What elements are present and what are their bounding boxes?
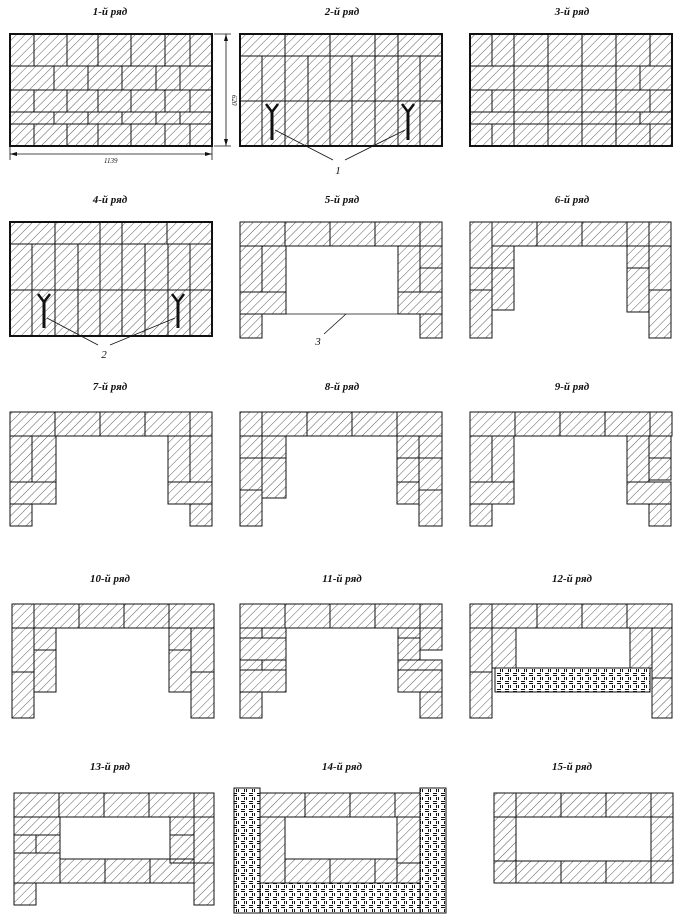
brick: [59, 793, 104, 817]
brick: [168, 244, 190, 290]
brick: [55, 222, 100, 244]
brick: [398, 56, 420, 101]
brick: [470, 124, 492, 146]
brick: [169, 604, 214, 628]
brick: [240, 292, 286, 314]
brick: [240, 314, 262, 338]
brick: [627, 482, 671, 504]
brick: [165, 90, 190, 112]
brick: [649, 290, 671, 338]
brick: [169, 628, 191, 650]
brick: [640, 112, 672, 124]
brick: [375, 56, 398, 101]
row-plan-14: [234, 788, 446, 913]
brick: [492, 628, 516, 668]
brick: [397, 817, 420, 863]
row-title-10: 10-й ряд: [89, 573, 131, 585]
row-title-13: 13-й ряд: [89, 761, 131, 773]
brick: [492, 124, 514, 146]
brick: [398, 670, 442, 692]
brick: [262, 412, 307, 436]
brick: [194, 793, 214, 817]
brick: [240, 638, 286, 660]
brick: [240, 34, 285, 56]
brick: [494, 817, 516, 861]
brick: [516, 861, 561, 883]
brick: [514, 90, 548, 112]
brick: [55, 412, 100, 436]
row-title-6: 6-й ряд: [554, 194, 590, 206]
brick: [240, 604, 285, 628]
brick: [548, 90, 582, 112]
brick: [10, 34, 34, 66]
brick: [420, 628, 442, 650]
brick: [262, 246, 286, 292]
brick: [470, 628, 492, 672]
dimension-height: [214, 34, 238, 146]
brick: [330, 604, 375, 628]
brick: [67, 124, 98, 146]
brick: [492, 34, 514, 66]
brick: [190, 90, 212, 112]
brick: [606, 793, 651, 817]
brick: [122, 66, 156, 90]
brick: [470, 504, 492, 526]
brick: [330, 56, 352, 101]
brick: [516, 793, 561, 817]
brick: [419, 436, 442, 458]
brick: [10, 482, 56, 504]
brick: [470, 222, 492, 268]
brick: [10, 504, 32, 526]
brick: [420, 604, 442, 628]
brick: [240, 670, 286, 692]
brick: [131, 124, 165, 146]
brick: [582, 112, 616, 124]
brick: [131, 90, 165, 112]
brick: [627, 268, 649, 312]
brick: [495, 668, 650, 692]
brick: [470, 66, 514, 90]
brick: [561, 861, 606, 883]
brick: [285, 34, 330, 56]
brick: [649, 222, 671, 246]
brick: [308, 56, 330, 101]
brick: [190, 436, 212, 482]
row-plan-6: [470, 222, 671, 338]
brick: [561, 793, 606, 817]
brick: [420, 314, 442, 338]
callout-3: [286, 314, 398, 348]
brick: [514, 66, 548, 90]
brick: [397, 863, 420, 883]
brick: [170, 817, 194, 835]
brick: [492, 222, 537, 246]
row-plan-4: [10, 222, 212, 336]
brick: [285, 222, 330, 246]
brick: [191, 672, 214, 718]
brick: [616, 90, 650, 112]
brick: [649, 504, 671, 526]
dimension-height-label: 620: [230, 95, 238, 106]
brick: [398, 246, 420, 292]
callout-2-label: 2: [101, 349, 107, 361]
brick: [240, 246, 262, 292]
brick: [649, 436, 671, 458]
brick: [145, 412, 190, 436]
brick: [168, 436, 190, 482]
brick: [537, 222, 582, 246]
brick: [55, 290, 78, 336]
brick: [650, 124, 672, 146]
brick: [470, 268, 492, 290]
brick: [582, 124, 616, 146]
brick: [582, 90, 616, 112]
brick: [352, 412, 397, 436]
brick: [262, 436, 286, 458]
brick: [124, 604, 169, 628]
brick: [650, 412, 672, 436]
brick: [262, 56, 285, 101]
row-title-14: 14-й ряд: [321, 761, 363, 773]
dimension-width-label: 1139: [104, 157, 118, 165]
brick: [54, 112, 88, 124]
brick: [514, 124, 548, 146]
brick: [514, 112, 548, 124]
brick: [180, 66, 212, 90]
row-title-9: 9-й ряд: [554, 381, 590, 393]
brick: [260, 793, 305, 817]
brick: [651, 817, 673, 861]
row-plan-10: [12, 604, 214, 718]
brick: [78, 290, 100, 336]
brick: [651, 793, 673, 817]
row-plan-5: [240, 222, 442, 338]
brick: [34, 628, 56, 650]
brick: [616, 34, 650, 66]
brick: [605, 412, 650, 436]
brick: [651, 861, 673, 883]
brick: [67, 90, 98, 112]
callout-1-label: 1: [335, 165, 341, 177]
brick: [652, 628, 672, 678]
brick: [12, 672, 34, 718]
brick: [55, 244, 78, 290]
brick: [515, 412, 560, 436]
brick: [285, 56, 308, 101]
brick: [262, 660, 286, 670]
brick: [122, 244, 145, 290]
brick: [606, 861, 651, 883]
brick: [190, 504, 212, 526]
brick: [34, 90, 67, 112]
brick: [649, 458, 671, 480]
brick: [419, 490, 442, 526]
brick: [375, 34, 398, 56]
brick: [470, 482, 514, 504]
brick: [10, 112, 54, 124]
brick: [582, 222, 627, 246]
brick: [150, 859, 194, 883]
brick: [240, 436, 262, 458]
row-title-11: 11-й ряд: [322, 573, 362, 585]
row-title-8: 8-й ряд: [324, 381, 360, 393]
brick: [375, 222, 420, 246]
brick: [165, 34, 190, 66]
brick: [54, 66, 88, 90]
brick: [630, 628, 652, 668]
brick: [14, 817, 60, 835]
brick: [627, 222, 649, 246]
brick: [240, 412, 262, 436]
brick: [582, 604, 627, 628]
brick: [470, 604, 492, 628]
row-title-15: 15-й ряд: [551, 761, 593, 773]
brick: [14, 835, 36, 853]
brick: [10, 290, 32, 336]
brick: [308, 101, 330, 146]
brick: [285, 101, 308, 146]
brick: [10, 222, 55, 244]
row-plan-13: [14, 793, 214, 905]
brick: [10, 124, 34, 146]
brick: [307, 412, 352, 436]
brick: [548, 112, 582, 124]
row-plan-15: [494, 793, 673, 883]
brick: [514, 34, 548, 66]
row-plan-9: [470, 412, 672, 526]
brick: [260, 817, 285, 883]
brick: [240, 660, 262, 670]
brick: [397, 482, 419, 504]
brick: [100, 222, 122, 244]
row-title-12: 12-й ряд: [551, 573, 593, 585]
brick: [168, 482, 212, 504]
brick: [194, 817, 214, 863]
row-title-1: 1-й ряд: [92, 6, 128, 18]
brick: [156, 66, 180, 90]
row-title-2: 2-й ряд: [324, 6, 360, 18]
brick: [470, 90, 492, 112]
brick: [122, 112, 156, 124]
brick: [330, 34, 375, 56]
brick: [398, 628, 420, 638]
brick: [10, 436, 32, 482]
brick: [375, 604, 420, 628]
brick: [88, 66, 122, 90]
brick: [149, 793, 194, 817]
brick: [492, 604, 537, 628]
brick: [420, 692, 442, 718]
brick: [397, 436, 419, 458]
brick: [100, 244, 122, 290]
brick: [616, 112, 640, 124]
brick: [240, 222, 285, 246]
brick: [470, 34, 492, 66]
brick: [32, 436, 56, 482]
brick: [14, 853, 60, 883]
brick: [330, 859, 375, 883]
brick: [12, 628, 34, 672]
brick: [12, 604, 34, 628]
brick: [260, 883, 420, 913]
brick: [36, 835, 60, 853]
brick: [190, 244, 212, 290]
brick: [397, 458, 419, 482]
brick: [627, 436, 649, 482]
brick: [492, 90, 514, 112]
brick: [470, 290, 492, 338]
brick: [60, 859, 105, 883]
row-title-7: 7-й ряд: [92, 381, 128, 393]
row-plan-7: [10, 412, 212, 526]
row-plan-2: [240, 34, 442, 146]
brick: [537, 604, 582, 628]
brick: [10, 90, 34, 112]
brick: [165, 124, 190, 146]
brick: [492, 268, 514, 310]
brick: [350, 793, 395, 817]
brick: [240, 101, 262, 146]
brick: [240, 458, 262, 490]
brick: [330, 222, 375, 246]
brick: [167, 222, 212, 244]
brick: [582, 66, 616, 90]
brick: [395, 793, 420, 817]
brick: [105, 859, 150, 883]
brick: [34, 604, 79, 628]
brick: [194, 863, 214, 905]
brick: [88, 112, 122, 124]
brick: [67, 34, 98, 66]
brick: [34, 124, 67, 146]
brick: [616, 66, 640, 90]
brick: [34, 34, 67, 66]
brick: [470, 112, 514, 124]
brick: [240, 56, 262, 101]
brick: [398, 34, 442, 56]
brick: [100, 290, 122, 336]
brick: [169, 650, 191, 692]
callout-3-label: 3: [315, 336, 321, 348]
brick: [627, 246, 649, 268]
brick: [122, 290, 145, 336]
brick: [190, 34, 212, 66]
row-plan-3: [470, 34, 672, 146]
brick: [191, 628, 214, 672]
brick: [180, 112, 212, 124]
brick: [420, 101, 442, 146]
brick: [10, 244, 32, 290]
brick: [420, 788, 446, 913]
brick: [352, 56, 375, 101]
brick: [627, 604, 672, 628]
row-title-4: 4-й ряд: [92, 194, 128, 206]
brick: [494, 793, 516, 817]
brick: [548, 124, 582, 146]
row-plan-1: [10, 34, 212, 146]
brick: [420, 246, 442, 268]
row-plan-11: [240, 604, 442, 718]
brick: [79, 604, 124, 628]
brick: [649, 246, 671, 290]
brick: [420, 56, 442, 101]
brick: [492, 436, 514, 482]
brick: [240, 628, 262, 638]
brick: [616, 124, 650, 146]
dimension-width: [10, 147, 212, 165]
brick: [398, 292, 442, 314]
row-title-3: 3-й ряд: [554, 6, 590, 18]
brick: [98, 34, 131, 66]
brick: [34, 650, 56, 692]
brick: [305, 793, 350, 817]
brick: [330, 101, 352, 146]
row-title-5: 5-й ряд: [324, 194, 360, 206]
brick: [652, 678, 672, 718]
brick: [560, 412, 605, 436]
brick: [420, 222, 442, 246]
brick: [10, 66, 54, 90]
brick: [650, 34, 672, 66]
brick: [262, 458, 286, 498]
brick: [494, 861, 516, 883]
row-plan-12: [470, 604, 672, 718]
brick: [375, 859, 397, 883]
brick: [470, 412, 515, 436]
brick: [145, 244, 168, 290]
brick: [190, 124, 212, 146]
brick: [190, 412, 212, 436]
brick: [470, 436, 492, 482]
brick: [262, 628, 286, 638]
brick: [398, 660, 442, 670]
brick: [98, 124, 131, 146]
brick: [14, 793, 59, 817]
brick: [78, 244, 100, 290]
brick: [548, 66, 582, 90]
brick: [156, 112, 180, 124]
brick: [285, 604, 330, 628]
brick: [122, 222, 167, 244]
brick: [420, 268, 442, 292]
brick: [419, 458, 442, 490]
brick: [104, 793, 149, 817]
brick: [14, 883, 36, 905]
brick: [240, 490, 262, 526]
brick: [32, 244, 55, 290]
brick: [548, 34, 582, 66]
brick: [100, 412, 145, 436]
brick: [10, 412, 55, 436]
brick: [650, 90, 672, 112]
brick: [582, 34, 616, 66]
row-plan-8: [240, 412, 442, 526]
brick: [398, 638, 420, 660]
brick: [190, 290, 212, 336]
brick: [240, 692, 262, 718]
brick: [285, 859, 330, 883]
brick: [397, 412, 442, 436]
brick: [470, 672, 492, 718]
brick: [234, 788, 260, 913]
brick: [131, 34, 165, 66]
brick: [352, 101, 375, 146]
brick: [492, 246, 514, 268]
brick: [640, 66, 672, 90]
brick: [98, 90, 131, 112]
